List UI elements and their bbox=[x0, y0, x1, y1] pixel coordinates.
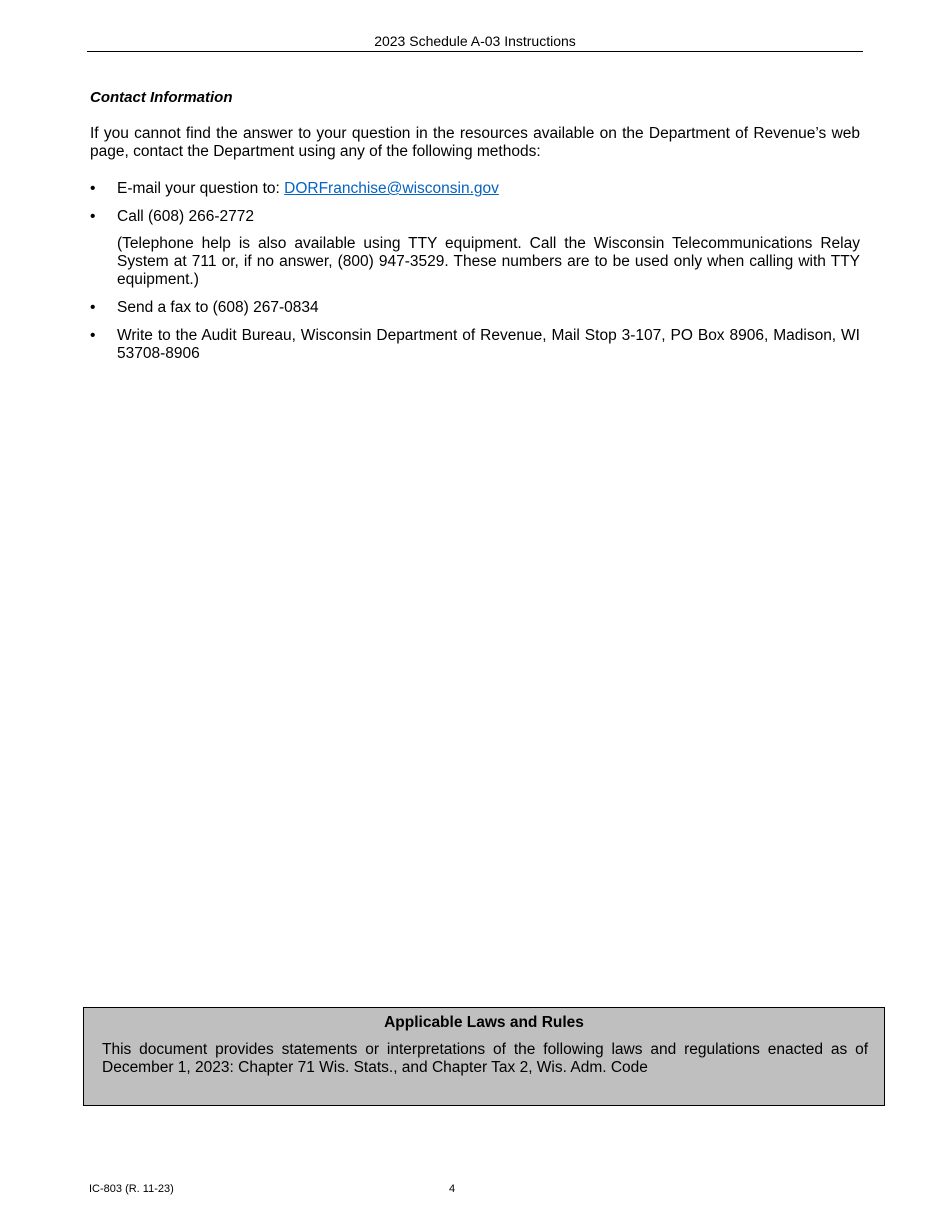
bullet-icon: • bbox=[90, 327, 96, 344]
tty-note: (Telephone help is also available using TTY equipment. Call the Wisconsin Telecommunications Relay System at 711 or, if no answer, (800) 947-3529. These numbers are to be used only when calling with TTY equipment.) bbox=[117, 235, 860, 288]
applicable-laws-title: Applicable Laws and Rules bbox=[384, 1014, 584, 1031]
applicable-laws-text: This document provides statements or interpretations of the following laws and regulations enacted as of December 1, 2023: Chapter 71 Wis. Stats., and Chapter Tax 2, Wis. Adm. Code bbox=[102, 1041, 868, 1076]
list-item-write bbox=[90, 327, 860, 363]
footer-page-number: 4 bbox=[449, 1183, 456, 1195]
applicable-laws-box bbox=[83, 1007, 885, 1106]
contact-intro-paragraph: If you cannot find the answer to your question in the resources available on the Department of Revenue’s web page, contact the Department using any of the following methods: bbox=[90, 125, 860, 160]
page-header bbox=[87, 33, 863, 52]
bullet-icon: • bbox=[90, 180, 96, 197]
list-item-call bbox=[90, 208, 860, 289]
bullet-icon: • bbox=[90, 299, 96, 316]
contact-methods-list bbox=[90, 180, 860, 373]
contact-information-heading: Contact Information bbox=[90, 89, 233, 106]
footer-form-id: IC-803 (R. 11-23) bbox=[89, 1183, 174, 1195]
email-link[interactable]: DORFranchise@wisconsin.gov bbox=[284, 180, 499, 197]
page-header-title: 2023 Schedule A-03 Instructions bbox=[374, 33, 576, 49]
write-text: Write to the Audit Bureau, Wisconsin Department of Revenue, Mail Stop 3-107, PO Box 8906, Madison, WI 53708-8906 bbox=[117, 327, 860, 362]
call-text: Call (608) 266-2772 bbox=[117, 208, 255, 225]
email-prefix-text: E-mail your question to: bbox=[117, 180, 285, 197]
fax-text: Send a fax to (608) 267-0834 bbox=[117, 299, 319, 316]
list-item-fax bbox=[90, 299, 860, 317]
list-item-email bbox=[90, 180, 860, 198]
bullet-icon: • bbox=[90, 208, 96, 225]
